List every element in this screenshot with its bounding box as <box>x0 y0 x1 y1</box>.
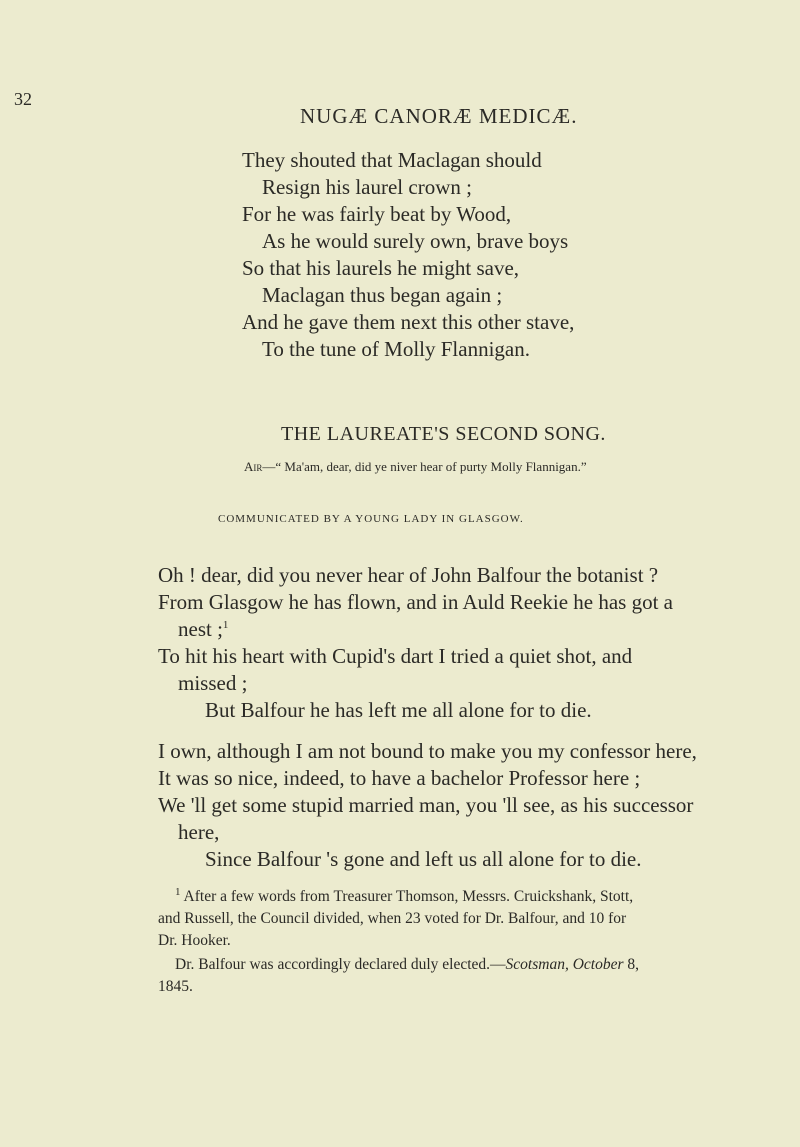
footnote-line <box>175 956 639 974</box>
footnote-text: Dr. Balfour was accordingly declared duly elected.— <box>175 956 506 973</box>
stanza-line <box>178 617 228 642</box>
running-head: NUGÆ CANORÆ MEDICÆ. <box>300 104 578 128</box>
air-label: Air <box>244 459 263 474</box>
air-text: —“ Ma'am, dear, did ye niver hear of purty Molly Flannigan.” <box>262 459 587 474</box>
poem-line: As he would surely own, brave boys <box>262 229 569 253</box>
stanza-line: But Balfour he has left me all alone for to die. <box>205 698 592 722</box>
stanza-line: missed ; <box>178 671 248 695</box>
stanza-line-text: nest ; <box>178 617 223 641</box>
footnote-source: Scotsman, October <box>505 956 624 973</box>
poem-line: To the tune of Molly Flannigan. <box>262 337 530 361</box>
stanza-line: From Glasgow he has flown, and in Auld Reekie he has got a <box>158 590 673 614</box>
poem-line: So that his laurels he might save, <box>242 256 520 280</box>
page-number: 32 <box>14 89 32 109</box>
poem-line: Resign his laurel crown ; <box>262 175 472 199</box>
stanza-line: Oh ! dear, did you never hear of John Balfour the botanist ? <box>158 563 659 587</box>
poem-line: Maclagan thus began again ; <box>262 283 503 307</box>
stanza-line: To hit his heart with Cupid's dart I tried a quiet shot, and <box>158 644 633 668</box>
song-air <box>244 459 587 475</box>
stanza-line: I own, although I am not bound to make you my confessor here, <box>158 739 697 763</box>
footnote-line <box>175 885 634 906</box>
stanza-line: It was so nice, indeed, to have a bachelor Professor here ; <box>158 766 641 790</box>
footnote-line: 1845. <box>158 978 193 995</box>
stanza-line: Since Balfour 's gone and left us all alone for to die. <box>205 847 642 871</box>
poem-line: And he gave them next this other stave, <box>242 310 575 334</box>
communicated-by: COMMUNICATED BY A YOUNG LADY IN GLASGOW. <box>218 513 524 525</box>
footnote-marker: 1 <box>175 885 181 898</box>
footnote-ref: 1 <box>222 619 229 631</box>
song-title: THE LAUREATE'S SECOND SONG. <box>281 423 606 445</box>
stanza-line: We 'll get some stupid married man, you 'll see, as his successor <box>158 793 694 817</box>
footnote-day: 8, <box>623 956 639 973</box>
poem-line: For he was fairly beat by Wood, <box>242 202 512 226</box>
footnote-line: Dr. Hooker. <box>158 932 231 949</box>
poem-line: They shouted that Maclagan should <box>242 148 542 172</box>
footnote-text: After a few words from Treasurer Thomson, Messrs. Cruickshank, Stott, <box>183 888 634 905</box>
footnote-line: and Russell, the Council divided, when 23 voted for Dr. Balfour, and 10 for <box>158 910 627 927</box>
stanza-line: here, <box>178 820 220 844</box>
